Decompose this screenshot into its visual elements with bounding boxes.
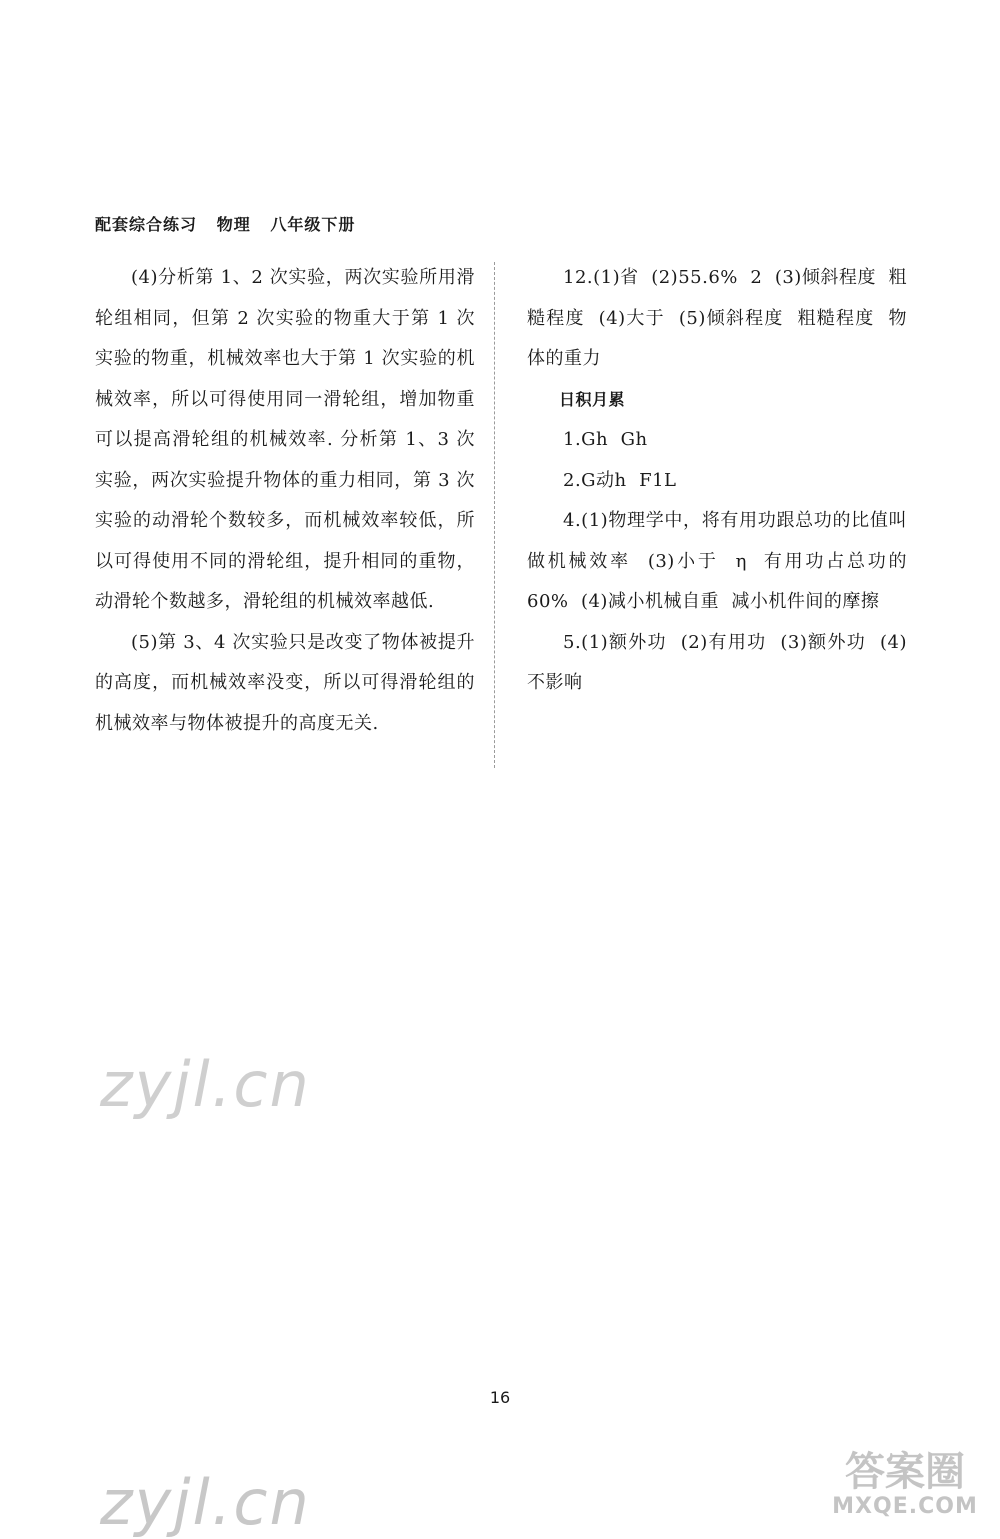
page-number: 16: [489, 1388, 511, 1407]
watermark-site: zyjl.cn: [100, 1048, 311, 1121]
right-column: [527, 258, 914, 704]
answer-4: 4.(1)物理学中，将有用功跟总功的比值叫做机械效率 (3)小于 η 有用功占总功的 60% (4)减小机械自重 减小机件间的摩擦: [527, 510, 914, 612]
left-column: [95, 258, 475, 744]
answer-paragraph-4: (4)分析第 1、2 次实验，两次实验所用滑轮组相同，但第 2 次实验的物重大于第 1 次实验的物重，机械效率也大于第 1 次实验的机械效率，所以可得使用同一滑轮组，增加物重可以提高滑轮组的机械效率. 分析第 1、3 次实验，两次实验提升物体的重力相同，第 3 次实验的动滑轮个数较多，而机械效率较低，所以可得使用不同的滑轮组，提升相同的重物，动滑轮个数越多，滑轮组的机械效率越低.: [95, 267, 475, 612]
section-title: 日积月累: [559, 389, 626, 409]
watermark-logo: [820, 1450, 990, 1519]
running-header: 配套综合练习 物理 八年级下册: [95, 215, 356, 234]
watermark-logo-text: 答案圈: [845, 1449, 965, 1495]
answer-5: 5.(1)额外功 (2)有用功 (3)额外功 (4)不影响: [527, 631, 907, 693]
answer-12: 12.(1)省 (2)55.6% 2 (3)倾斜程度 粗糙程度 (4)大于 (5)倾斜程度 粗糙程度 物体的重力: [527, 267, 907, 369]
answer-2: 2.G动h F1L: [563, 469, 677, 491]
answer-paragraph-5: (5)第 3、4 次实验只是改变了物体被提升的高度，而机械效率没变，所以可得滑轮组的机械效率与物体被提升的高度无关.: [95, 631, 475, 734]
column-divider: [494, 262, 495, 768]
watermark-site-bottom: zyjl.cn: [100, 1466, 311, 1539]
watermark-logo-url: MXQE.COM: [832, 1494, 978, 1519]
answer-1: 1.Gh Gh: [563, 429, 648, 450]
